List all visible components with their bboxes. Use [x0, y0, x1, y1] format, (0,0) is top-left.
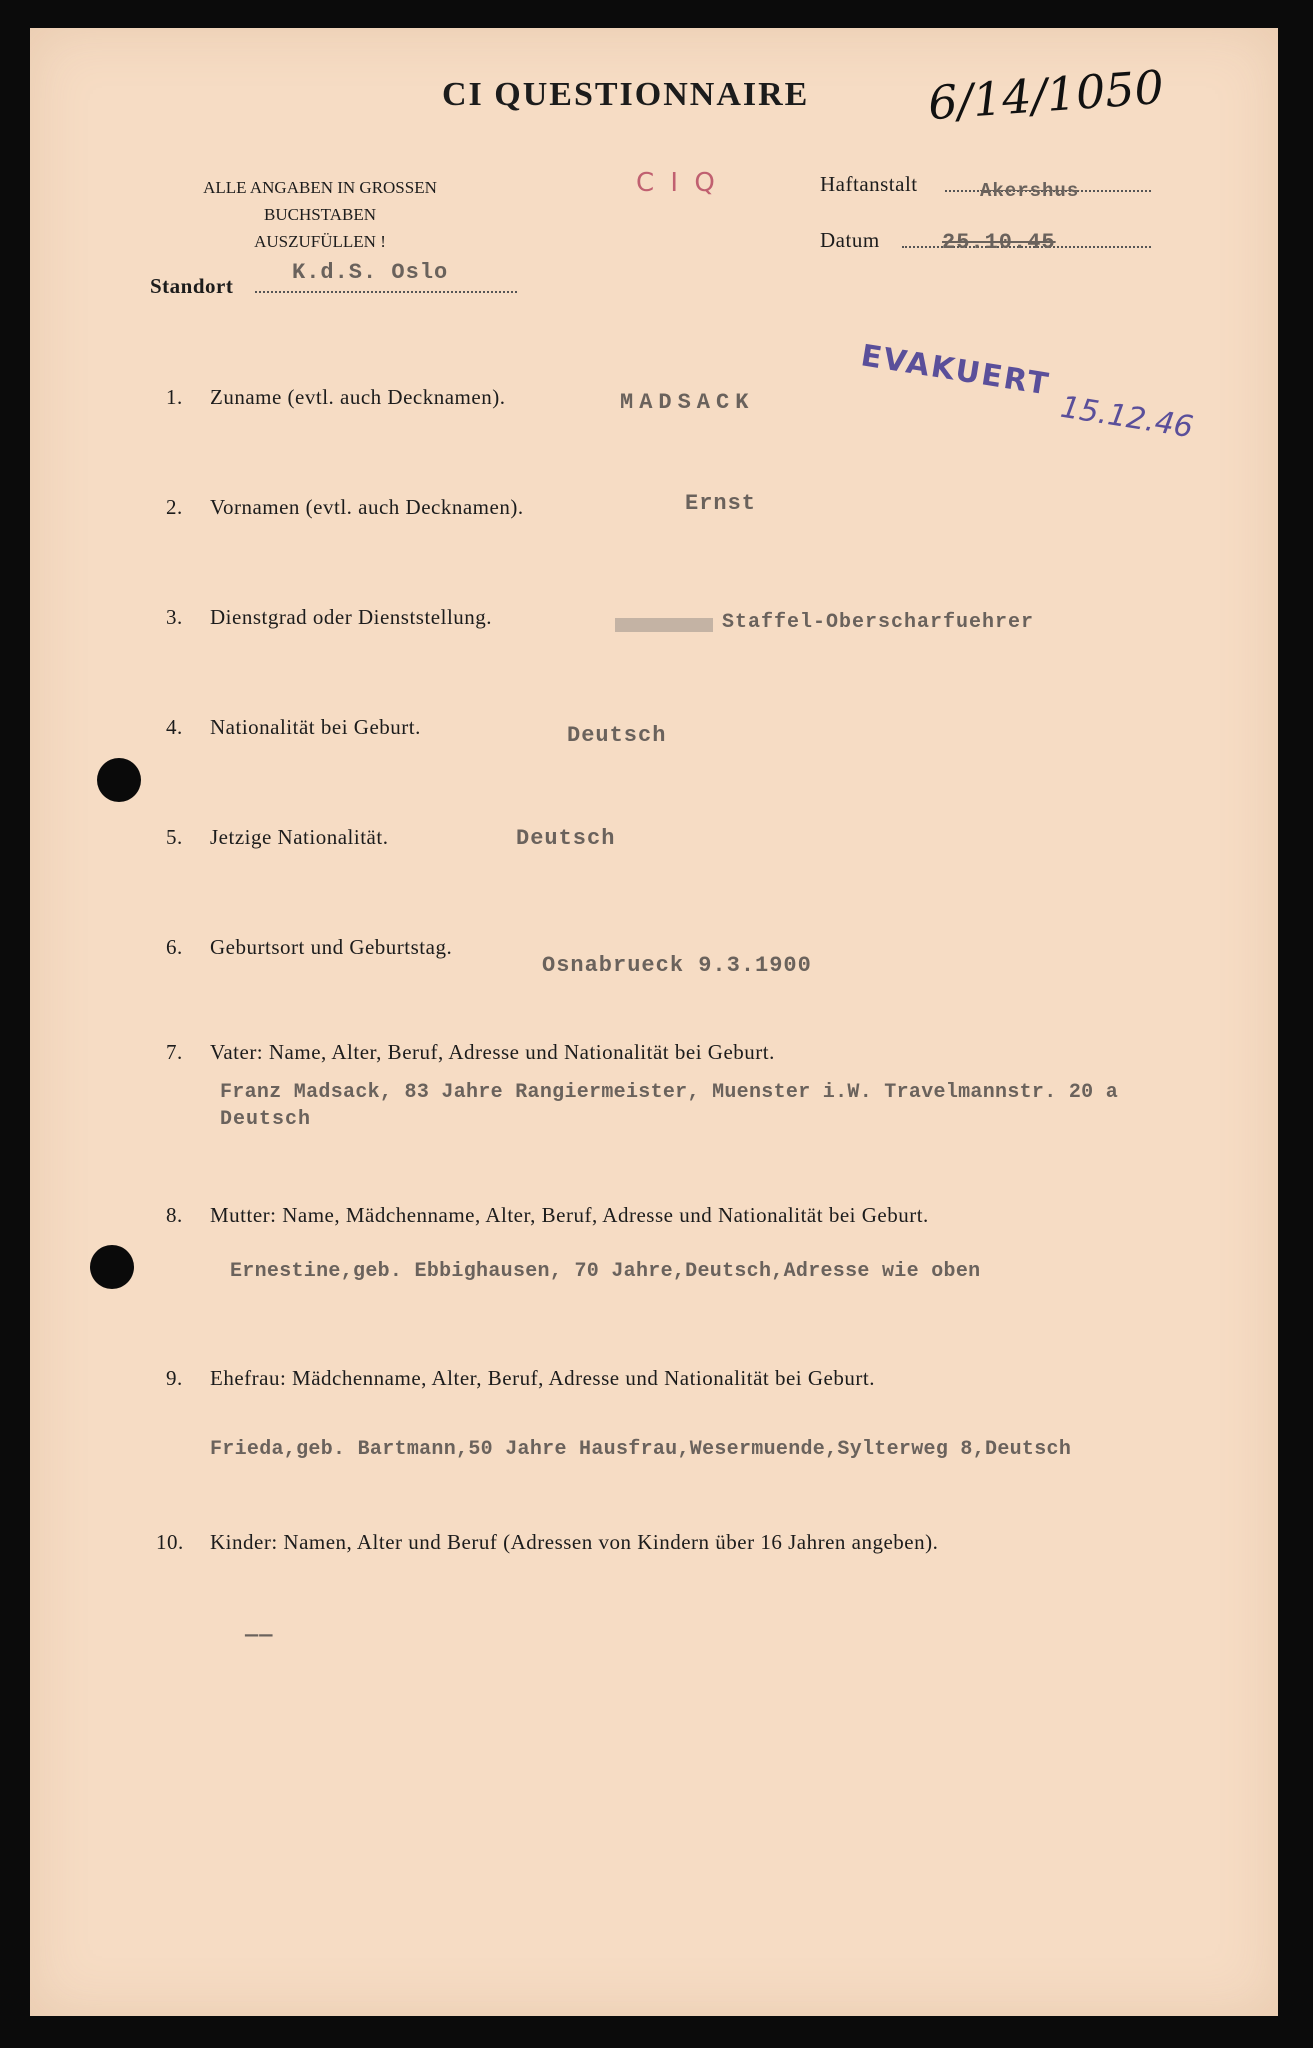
- question-label: Mutter: Name, Mädchenname, Alter, Beruf, Adresse und Nationalität bei Geburt.: [210, 1203, 929, 1227]
- question-label: Nationalität bei Geburt.: [210, 715, 421, 739]
- struck-out-text: [615, 618, 713, 632]
- haftanstalt-value: Akershus: [980, 180, 1080, 202]
- handwritten-reference: 6/14/1050: [926, 59, 1166, 131]
- question-number: 8.: [166, 1203, 183, 1227]
- question-label: Jetzige Nationalität.: [210, 825, 389, 849]
- answer-birth-nationality: Deutsch: [567, 723, 667, 748]
- instruction-line: AUSZUFÜLLEN !: [254, 232, 386, 251]
- instruction-line: ALLE ANGABEN IN GROSSEN BUCHSTABEN: [203, 178, 437, 224]
- question-number: 6.: [166, 935, 183, 959]
- question-number: 4.: [166, 715, 183, 739]
- question-label: Geburtsort und Geburtstag.: [210, 935, 453, 959]
- question-number: 9.: [166, 1366, 183, 1390]
- punch-hole: [97, 758, 141, 802]
- question-number: 7.: [166, 1040, 183, 1064]
- question-label: Vornamen (evtl. auch Decknamen).: [210, 495, 524, 519]
- answer-rank: Staffel-Oberscharfuehrer: [722, 611, 1035, 634]
- question-number: 2.: [166, 495, 183, 519]
- answer-surname: MADSACK: [620, 390, 755, 415]
- question-label: Vater: Name, Alter, Beruf, Adresse und Nationalität bei Geburt.: [210, 1040, 775, 1064]
- answer-father: Franz Madsack, 83 Jahre Rangiermeister, Muenster i.W. Travelmannstr. 20 a: [220, 1081, 1119, 1104]
- standort-value: K.d.S. Oslo: [292, 260, 449, 285]
- instruction-text: [150, 174, 490, 255]
- answer-birthplace-date: Osnabrueck 9.3.1900: [542, 953, 812, 978]
- punch-hole: [90, 1245, 134, 1289]
- answer-children: ——: [245, 1623, 274, 1648]
- datum-label: Datum: [820, 228, 880, 252]
- standort-line: [255, 291, 517, 293]
- answer-first-name: Ernst: [685, 491, 757, 516]
- answer-father-nationality: Deutsch: [220, 1108, 312, 1131]
- evakuert-stamp: EVAKUERT: [858, 338, 1053, 403]
- answer-current-nationality: Deutsch: [516, 826, 616, 851]
- question-number: 10.: [156, 1530, 184, 1554]
- datum-value: 25.10.45: [942, 230, 1056, 255]
- document-page: [30, 28, 1278, 2016]
- question-label: Dienstgrad oder Dienststellung.: [210, 605, 493, 629]
- question-label: Kinder: Namen, Alter und Beruf (Adressen von Kindern über 16 Jahren angeben).: [210, 1530, 939, 1554]
- question-number: 5.: [166, 825, 183, 849]
- question-label: Zuname (evtl. auch Decknamen).: [210, 385, 506, 409]
- question-number: 1.: [166, 385, 183, 409]
- question-label: Ehefrau: Mädchenname, Alter, Beruf, Adresse und Nationalität bei Geburt.: [210, 1366, 875, 1390]
- answer-wife: Frieda,geb. Bartmann,50 Jahre Hausfrau,Wesermuende,Sylterweg 8,Deutsch: [210, 1438, 1072, 1461]
- haftanstalt-label: Haftanstalt: [820, 172, 918, 196]
- question-number: 3.: [166, 605, 183, 629]
- page-title: CI QUESTIONNAIRE: [442, 76, 810, 113]
- evakuert-date: 15.12.46: [1058, 389, 1196, 446]
- answer-mother: Ernestine,geb. Ebbighausen, 70 Jahre,Deutsch,Adresse wie oben: [230, 1260, 981, 1283]
- standort-label: Standort: [150, 274, 234, 298]
- ciq-stamp: C I Q: [636, 168, 719, 198]
